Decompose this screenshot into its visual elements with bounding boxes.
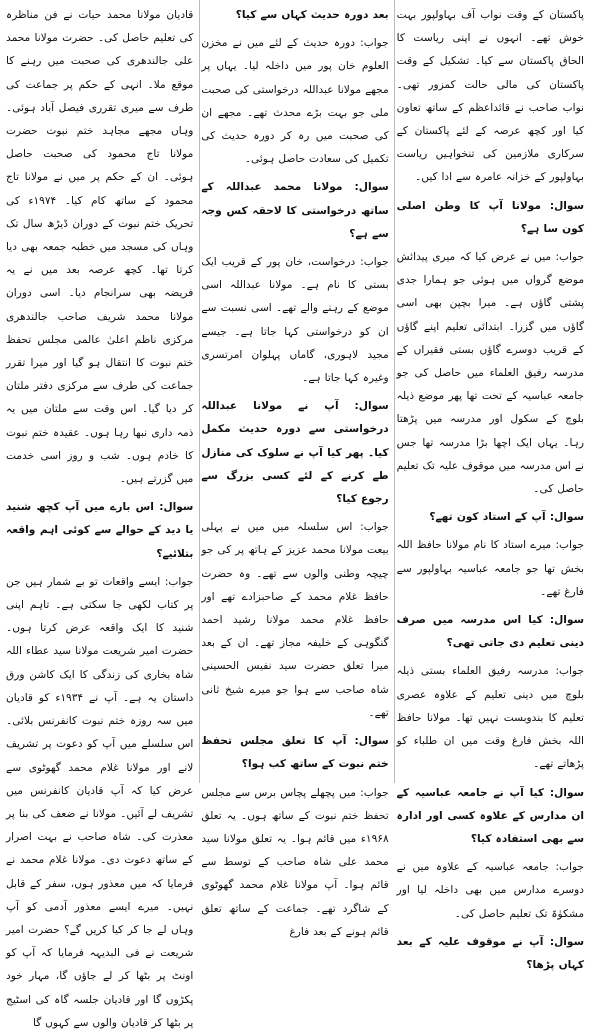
answer: جواب: جامعہ عباسیہ کے علاوہ میں نے دوسرے مدارس میں بھی داخلہ لیا اور مشکوٰۃ تک تعلیم حاصل کی۔	[396, 861, 584, 920]
question: سوال: آپ کا تعلق مجلس تحفظ ختم نبوت کے ساتھ کب ہوا؟	[201, 735, 389, 771]
question: سوال: آپ کے استاد کون تھے؟	[429, 511, 584, 524]
column-middle	[201, 4, 389, 938]
answer: جواب: مدرسہ رفیق العلماء بستی ذیلہ بلوچ میں دینی تعلیم کے علاوہ عصری تعلیم کا بندوبست نہیں تھا۔ مولانا حافظ اللہ بخش فارغ وقت میں ان طلباء کو پڑھاتے تھے۔	[396, 665, 584, 771]
column-divider	[394, 0, 395, 783]
answer: جواب: میرے استاد کا نام مولانا حافظ اللہ بخش تھا جو جامعہ عباسیہ بہاولپور سے فارغ تھے۔	[396, 539, 584, 598]
question: بعد دورہ حدیث کہاں سے کیا؟	[235, 9, 389, 21]
answer: جواب: میں پچھلے پچاس برس سے مجلس تحفظ ختم نبوت کے ساتھ ہوں۔ یہ تعلق ۱۹۶۸ء میں قائم ہوا۔ یہ تعلق مولانا سید محمد علی شاہ صاحب کے توسط سے قائم ہوا۔ آپ مولانا غلام محمد گھوٹوی کے شاگرد تھے۔ جماعت کے ساتھ تعلق قائم ہونے کے بعد فارغ	[201, 786, 389, 938]
answer: جواب: اس سلسلہ میں میں نے پہلی بیعت مولانا محمد عزیز کے ہاتھ پر کی جو چیچہ وطنی والوں سے تھے۔ وہ حضرت حافظ غلام محمد کے صاحبزادے تھے اور حافظ غلام محمد مولانا رشید احمد گنگوہی کے خلیفہ مجاز تھے۔ ان کے بعد میرا تعلق حضرت سید نفیس الحسینی شاہ صاحب سے ہوا جو میرے شیخ ثانی تھے۔	[201, 521, 389, 719]
question: سوال: مولانا محمد عبداللہ کے ساتھ درخواستی کا لاحقہ کس وجہ سے ہے؟	[201, 181, 389, 240]
question: سوال: اس بارے میں آپ کچھ شنید یا دید کے حوالے سے کوئی اہم واقعہ بتلائیے؟	[6, 501, 194, 560]
answer: جواب: ایسے واقعات تو بے شمار ہیں جن پر کتاب لکھی جا سکتی ہے۔ تاہم اپنی شنید کا ایک واقعہ عرض کرتا ہوں۔ حضرت امیر شریعت مولانا سید عطاء اللہ شاہ بخاری کی زندگی کا ایک کاشن ورق داستان یہ ہے۔ آپ نے ۱۹۳۴ء کو قادیان میں سہ روزہ ختم نبوت کانفرنس بلائی۔ اس سلسلے میں آپ کو دعوت پر تشریف لانے اور مولانا غلام محمد گھوٹوی سے عرض کیا کہ آپ قادیان کانفرنس میں تشریف لے آئیں۔ مولانا نے ضعف کی بنا پر معذرت کی۔ شاہ صاحب نے بہت اصرار کے ساتھ دعوت دی۔ مولانا غلام محمد نے فرمایا کہ میں معذور ہوں، سفر کے قابل نہیں۔ میرے ایسے معذور آدمی کو آپ وہاں لے جا کر کیا کریں گے؟ حضرت امیر شریعت نے فی البدیہہ فرمایا کہ آپ کو اونٹ پر بٹھا کر لے جاؤں گا، مہار خود پکڑوں گا اور قادیان جلسہ گاہ کی اسٹیج پر بٹھا کر قادیان والوں سے کہوں گا	[6, 575, 194, 1029]
question: سوال: کیا آپ نے جامعہ عباسیہ کے ان مدارس کے علاوہ کسی اور ادارہ سے بھی استفادہ کیا؟	[396, 786, 584, 845]
question: سوال: کیا اس مدرسہ میں صرف دینی تعلیم دی جاتی تھی؟	[396, 614, 584, 650]
column-left	[6, 4, 194, 1029]
paragraph: پاکستان کے وقت نواب آف بہاولپور بہت خوش تھے۔ انہوں نے اپنی ریاست کا الحاق پاکستان سے کیا۔ تشکیل کے وقت پاکستان کی مالی حالت کمزور تھی۔ نواب صاحب نے قائداعظم کے ساتھ تعاون کیا اور کچھ عرصہ کے لئے پاکستان کے سرکاری ملازمین کی تنخواہیں ریاست بہاولپور کے خزانہ عامرہ سے ادا کیں۔	[396, 9, 584, 184]
answer: جواب: درخواست، خان پور کے قریب ایک بستی کا نام ہے۔ مولانا عبداللہ اسی موضع کے رہنے والے تھے۔ اسی نسبت سے ان کو درخواستی کہا جاتا ہے۔ جیسے مجید لاہوری، گاماں پہلوان امرتسری وغیرہ کہا جاتا ہے۔	[201, 256, 389, 385]
paragraph: قادیان مولانا محمد حیات نے فن مناظرہ کی تعلیم حاصل کی۔ حضرت مولانا محمد علی جالندھری کی صحبت میں رہنے کا موقع ملا۔ انہی کے حکم پر جماعت کی طرف سے میری تقرری فیصل آباد ہوئی۔ وہاں مجھے مجاہد ختم نبوت حضرت مولانا تاج محمود کی صحبت حاصل ہوئی۔ ان کے حکم پر میں نے مولانا تاج محمود کے ساتھ کام کیا۔ ۱۹۷۴ء کی تحریک ختم نبوت کے دوران ڈیڑھ سال تک وہاں کی مسجد میں خطبہ جمعہ بھی دیا کرتا تھا۔ کچھ عرصہ بعد میں نے یہ فریضہ بھی سرانجام دیا۔ اسی دوران مولانا محمد شریف صاحب جالندھری مرکزی ناظم اعلیٰ عالمی مجلس تحفظ ختم نبوت کا انتقال ہو گیا اور میرا تقرر جماعت کی طرف سے مرکزی دفتر ملتان کر دیا گیا۔ اس وقت سے ملتان میں یہ ذمہ داری نبھا رہا ہوں۔ عقیدہ ختم نبوت کا خادم ہوں۔ شب و روز اسی خدمت میں گزرتے ہیں۔	[6, 9, 194, 486]
answer: جواب: میں نے عرض کیا کہ میری پیدائش موضع گرواں میں ہوئی جو ہمارا جدی پشتی گاؤں ہے۔ میرا بچپن بھی اسی گاؤں میں گزرا۔ ابتدائی تعلیم اپنے گاؤں کے قریب دوسرے گاؤں بستی فقیراں کے مدرسہ رفیق العلماء میں حاصل کی جو جامعہ عباسیہ کے تحت تھا پھر موضع ذیلہ بلوچ کے سکول اور مدرسہ میں پڑھتا رہا۔ یہاں ایک اچھا بڑا مدرسہ تھا جس نے اس مدرسہ میں موقوف علیہ تک تعلیم حاصل کی۔	[396, 251, 584, 496]
column-divider	[199, 0, 200, 783]
question: سوال: آپ نے موقوف علیہ کے بعد کہاں پڑھا؟	[396, 935, 584, 971]
column-right	[396, 4, 584, 971]
answer: جواب: دورہ حدیث کے لئے میں نے مخزن العلوم خان پور میں داخلہ لیا۔ یہاں پر مجھے مولانا عبداللہ درخواستی کی صحبت ملی جو بہت بڑے محدث تھے۔ مجھے ان کی صحبت میں رہ کر دورہ حدیث کی تکمیل کی سعادت حاصل ہوئی۔	[201, 37, 389, 166]
question: سوال: مولانا آپ کا وطن اصلی کون سا ہے؟	[396, 199, 584, 235]
question: سوال: آپ نے مولانا عبداللہ درخواستی سے دورہ حدیث مکمل کیا۔ پھر کیا آپ نے سلوک کی منازل طے کرنے کے لئے کسی بزرگ سے رجوع کیا؟	[201, 400, 389, 506]
